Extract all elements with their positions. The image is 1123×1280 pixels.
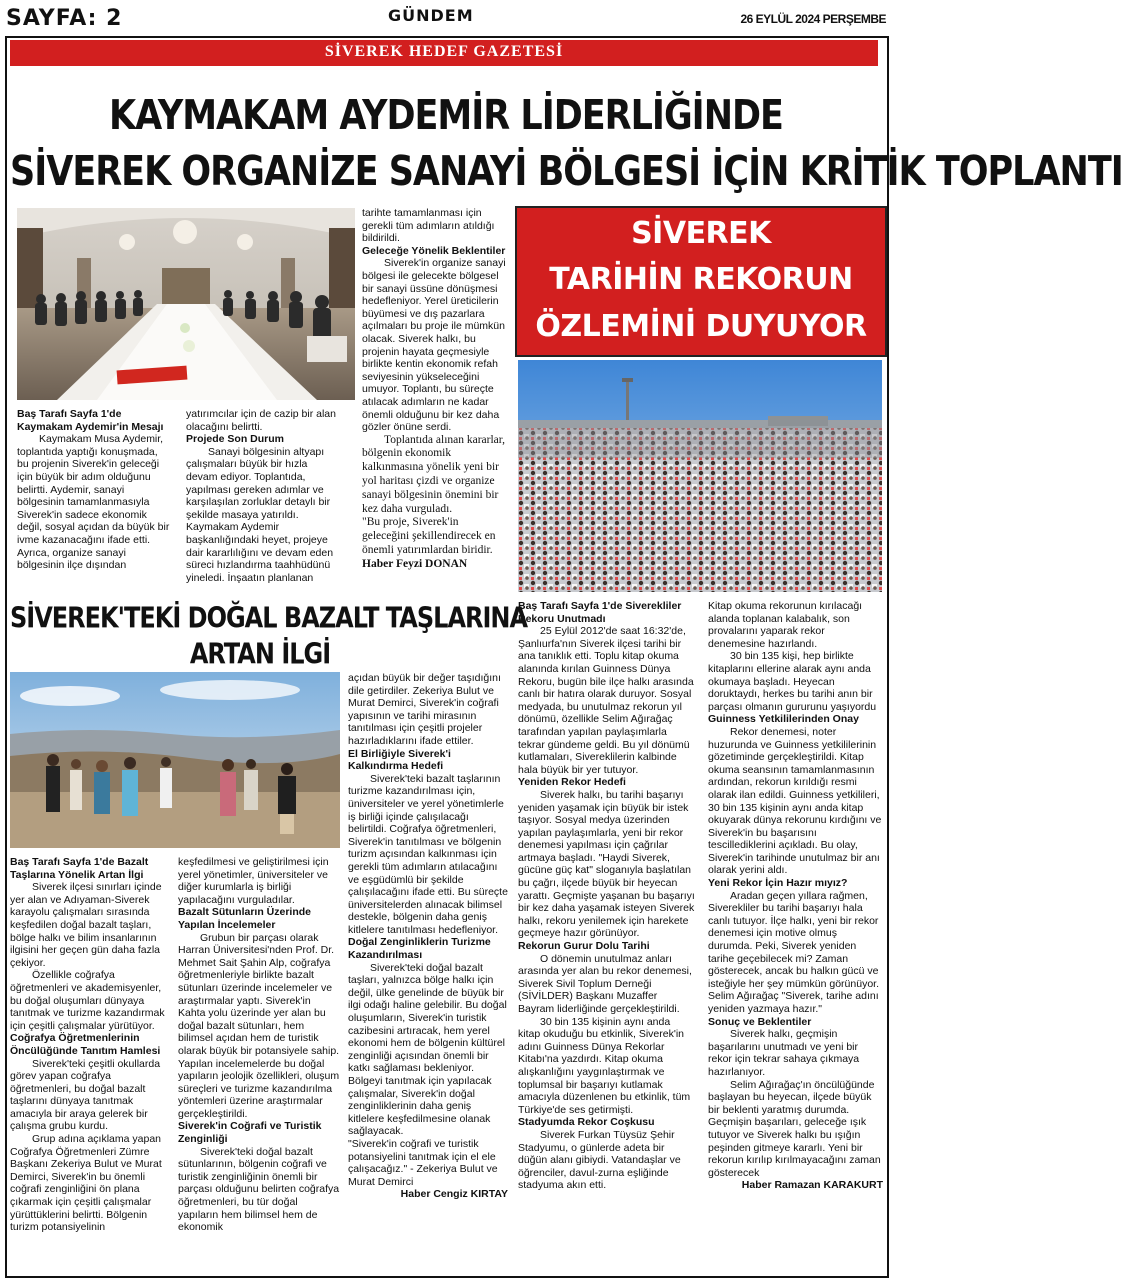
article3-headline-line3: ÖZLEMİNİ DUYUYOR: [535, 309, 867, 344]
paragraph: tarihte tamamlanması için gerekli tüm adımların atıldığı bildirildi.: [362, 207, 495, 245]
article2-column-right-top: [348, 672, 508, 1272]
page-number: SAYFA: 2: [6, 6, 123, 31]
page-header: [0, 0, 892, 34]
subheading: Siverek'in Coğrafi ve Turistik Zenginliği: [178, 1120, 322, 1146]
paragraph: Selim Ağırağaç "Siverek, tarihe adını yeniden yazmaya hazır.": [708, 990, 879, 1015]
paragraph: Kaymakam Musa Aydemir, toplantıda yaptığı konuşmada, bu projenin Siverek'in geleceği için büyük bir adım olduğunu belirtti. Aydemir, sanayi bölgesinin tamamlanmasıyla Siverek'in sadece ekonomik değil, sosyal açıdan da büyük bir ivme kazanacağını ifade etti. Ayrıca, organize sanayi bölgesinin ilçe dışından: [17, 433, 170, 572]
paragraph: yatırımcılar için de cazip bir alan olacağını belirtti.: [186, 408, 336, 433]
meeting-photo: [17, 208, 355, 400]
article2-column-2: [178, 856, 340, 1272]
subheading: Baş Tarafı Sayfa 1'de Kaymakam Aydemir'in Mesajı: [17, 408, 164, 433]
byline: Haber Ramazan KARAKURT: [741, 1179, 883, 1192]
article3-headline-line1: SİVEREK: [631, 216, 771, 251]
subheading: Bazalt Sütunların Üzerinde Yapılan İncelemeler: [178, 906, 312, 931]
article1-headline-line1: KAYMAKAM AYDEMİR LİDERLİĞİNDE: [109, 92, 783, 140]
paragraph: Siverek ilçesi sınırları içinde yer alan ve Adıyaman-Siverek karayolu çalışmaları sırasında keşfedilen doğal bazalt taşları, bölge halkı ve bilim insanlarının ilgisini her geçen gün daha fazla çekiyor.: [10, 881, 162, 969]
paragraph: Toplantıda alınan kararlar, bölgenin ekonomik kalkınmasına yönelik yeni bir yol haritası çizdi ve organize sanayi bölgesinin önemini bir kez daha vurguladı.: [362, 433, 506, 515]
paragraph: Siverek'in organize sanayi bölgesi ile gelecekte bölgesel bir sanayi üssüne dönüşmesi hedefleniyor. Yerel üreticilerin büyümesi ve dış pazarlara açılmaları bu proje ile mümkün olacak. Siverek halkı, bu projenin hayata geçmesiyle birlikte kentin ekonomik refah seviyesinin yükseleceğini umuyor. Toplantı, bu süreçte atılacak adımların ne kadar önemli olduğunu bir kez daha gözler önüne serdi.: [362, 257, 506, 434]
paragraph: Siverek Furkan Tüysüz Şehir Stadyumu, o günlerde adeta bir düğün alanı gibiydi. Vatandaşlar ve öğrenciler, davul-zurna eşliğinde stadyuma akın etti.: [518, 1128, 681, 1192]
paragraph: 25 Eylül 2012'de saat 16:32'de, Şanlıurfa'nın Siverek ilçesi tarihi bir ana tanıklık etti. Toplu kitap okuma alanında kırılan Guinness Dünya Rekoru, bugün bile ilçe halkı arasında canlı bir hatıra olarak duruyor. Sosyal medyada, bu unutulmaz rekorun yıl dönümü, özellikle Selim Ağırağaç tarafından yapılan paylaşımlarla tekrar gündeme geldi. Bu yıl dönümü kutlamaları, Sivereklilerin kalbinde hala büyük bir yer tutuyor.: [518, 625, 694, 776]
subheading: Projede Son Durum: [186, 433, 285, 446]
article2-headline-line2: ARTAN İLGİ: [189, 637, 331, 671]
subheading: Sonuç ve Beklentiler: [708, 1015, 812, 1028]
paragraph: O dönemin unutulmaz anları arasında yer alan bu rekor denemesi, Siverek Sivil Toplum Derneği (SİVİLDER) Başkanı Muzaffer Bayram liderliğinde gerçekleştirildi.: [518, 952, 692, 1015]
article2-headline-line1: SİVEREK'TEKİ DOĞAL BAZALT TAŞLARINA: [10, 601, 528, 635]
article1-column-3: [362, 207, 508, 597]
paragraph: Rekor denemesi, noter huzurunda ve Guinness yetkililerinin gözetiminde gerçekleştirildi. Kitap okuma seansının tamamlanmasının ardından, rekorun kırıldığı resmi olarak ilan edildi. Guinness yetkilileri, 30 bin 135 kişinin aynı anda kitap okuyarak dünya rekorunu kırdığını ve Siverek'in bu başarısını tescillediklerini açıkladı. Bu olay, Siverek'in tarihinde unutulmaz bir anı olarak yerini aldı.: [708, 725, 882, 877]
newspaper-name: SİVEREK HEDEF GAZETESİ: [324, 43, 564, 60]
article3-headline-line2: TARİHİN REKORUN: [549, 262, 853, 297]
paragraph: Siverek halkı, geçmişin başarılarını unutmadı ve yeni bir rekor için tekrar sahaya çıkmaya hazırlanıyor.: [708, 1028, 860, 1078]
article3-headline-box: [515, 206, 887, 357]
article3-column-1: [518, 600, 695, 1272]
byline: Haber Cengiz KIRTAY: [400, 1188, 508, 1201]
article1-column-1: [17, 408, 172, 596]
paragraph: "Bu proje, Siverek'in geleceğini şekillendirecek en önemli yatırımlardan biridir.: [362, 516, 496, 557]
subheading: Doğal Zenginliklerin Turizme Kazandırılması: [348, 936, 491, 962]
paragraph: Siverek halkı, bu tarihi başarıyı yeniden yaşamak için büyük bir istek taşıyor. Sosyal medya üzerinden yapılan paylaşımlarla, yeni bir rekor denemesi yapılması için çağrılar artmaya başladı. "Haydi Siverek, gücüne güç kat" sloganıyla başlatılan bu çağrı, ilçede büyük bir heyecan yarattı. Geçmişte yaşanan bu başarıyı bir kez daha yaşamak isteyen Siverek halkı, rekoru yenilemek için harekete geçmeye hazır görünüyor.: [518, 788, 695, 940]
subheading: Coğrafya Öğretmenlerinin Öncülüğünde Tanıtım Hamlesi: [10, 1032, 161, 1057]
paragraph: keşfedilmesi ve geliştirilmesi için yerel yönetimler, üniversiteler ve diğer kurumlarla iş birliği yapılacağını vurguladılar.: [178, 856, 329, 906]
paragraph: 30 bin 135 kişi, hep birlikte kitaplarını ellerine alarak aynı anda okumaya başladı. Heyecan doruktaydı, herkes bu tarihi anın bir parçası olmanın gururunu yaşıyordu: [708, 650, 877, 713]
article3-column-2: [708, 600, 883, 1272]
paragraph: Kitap okuma rekorunun kırılacağı alanda toplanan kalabalık, son provalarını yaparak rekor denemesine hazırlandı.: [708, 600, 863, 650]
subheading: Rekorun Gurur Dolu Tarihi: [518, 940, 650, 953]
paragraph: "Siverek'in coğrafi ve turistik potansiyelini tanıtmak için el ele çalışacağız." - Zekeriya Bulut ve Murat Demirci: [348, 1137, 498, 1188]
newspaper-banner: [10, 40, 878, 66]
paragraph: Siverek'teki bazalt taşlarının turizme kazandırılması için, üniversiteler ve yerel yönetimlerle iş birliği içinde çalışılacağı belirtildi. Coğrafya öğretmenleri, Siverek'in tanıtılması ve bölgenin turizm açısından kalkınması için gerekli tüm adımların atılacağını ve eşgüdümlü bir şekilde çalışılacağını ifade etti. Bu süreçte üniversitelerden alınacak bilimsel destekle, bölgenin daha geniş kitlelere tanıtılması hedefleniyor.: [348, 772, 508, 936]
paragraph: Selim Ağırağaç'ın öncülüğünde başlayan bu heyecan, ilçede büyük bir beklenti yaratmış durumda. Geçmişin başarıları, geleceğe ışık tutuyor ve Siverek halkı bu ışığın peşinden gitmeye kararlı. Yeni bir rekorun kırılıp kırılmayacağını zaman gösterecek: [708, 1078, 881, 1179]
article1-headline-line2: SİVEREK ORGANİZE SANAYİ BÖLGESİ İÇİN KRİTİK TOPLANTI: [10, 148, 1123, 196]
paragraph: Grubun bir parçası olarak Harran Üniversitesi'nden Prof. Dr. Mehmet Sait Şahin Alp, coğrafya öğretmenleriyle birlikte bazalt sütunları üzerinde incelemeler ve araştırmalar yaptı. Siverek'in Kahta yolu üzerinde yer alan bu doğal bazalt sütunları, hem bilimsel açıdan hem de turistik olarak büyük bir potansiyele sahip. Yapılan incelemelerde bu doğal yapıların jeolojik özellikleri, oluşum süreçleri ve turizme kazandırılma yöntemleri üzerine araştırmalar gerçekleştirildi.: [178, 931, 340, 1120]
article1-column-2: [186, 408, 341, 596]
article2-column-1: [10, 856, 168, 1272]
paragraph: Özellikle coğrafya öğretmenleri ve akademisyenler, bu doğal oluşumları dünyaya tanıtmak ve turizme kazandırmak için çeşitli çalışmalar yürütüyor.: [10, 969, 165, 1032]
paragraph: Siverek'teki çeşitli okullarda görev yapan coğrafya öğretmenleri, bu doğal bazalt taşlarını dünyaya tanıtmak amacıyla bir araya gelerek bir çalışma grubu kurdu.: [10, 1057, 161, 1133]
subheading: Baş Tarafı Sayfa 1'de Bazalt Taşlarına Yönelik Artan İlgi: [10, 856, 149, 881]
basalt-group-photo: [10, 672, 340, 848]
subheading: El Birliğiyle Siverek'i Kalkındırma Hedefi: [348, 747, 451, 773]
paragraph: Grup adına açıklama yapan Coğrafya Öğretmenleri Zümre Başkanı Zekeriya Bulut ve Murat Demirci, Siverek'in bu önemli coğrafi zenginliğini ön plana çıkarmak için çeşitli çalışmalar yürüttüklerini belirtti. Bölgenin turizm potansiyelinin: [10, 1133, 162, 1234]
subheading: Stadyumda Rekor Coşkusu: [518, 1116, 655, 1129]
stadium-crowd-photo: [518, 360, 882, 592]
paragraph: açıdan büyük bir değer taşıdığını dile getirdiler. Zekeriya Bulut ve Murat Demirci, Siverek'in coğrafi yapısının ve tarihi mirasının tanıtılması için çeşitli projeler hazırladıklarını ifade ettiler.: [348, 672, 501, 747]
paragraph: Siverek'teki doğal bazalt sütunlarının, bölgenin coğrafi ve turistik zenginliğinin önemli bir parçası olduğunu belirten coğrafya öğretmenleri, bu tür doğal yapıların hem bilimsel hem de ekonomik: [178, 1145, 340, 1234]
section-title: GÜNDEM: [388, 6, 474, 25]
paragraph: Siverek'teki doğal bazalt taşları, yalnızca bölge halkı için değil, ülke genelinde de büyük bir ilgi odağı haline gelebilir. Bu doğal oluşumların, Siverek'in turistik cazibesini artıracak, hem yerel ekonomi hem de bölgenin kültürel zenginliği açısından önemli bir katkı sağlaması bekleniyor. Bölgeyi tanıtmak için yapılacak çalışmalar, Siverek'in doğal zenginliklerinin daha geniş kitlelere keşfedilmesine olanak sağlayacak.: [348, 961, 507, 1138]
byline: Haber Feyzi DONAN: [362, 557, 468, 570]
issue-date: 26 EYLÜL 2024 PERŞEMBE: [740, 12, 886, 26]
paragraph: 30 bin 135 kişinin aynı anda kitap okuduğu bu etkinlik, Siverek'in adını Guinness Dünya Rekorlar Kitabı'na yazdırdı. Kitap okuma alışkanlığını yaygınlaştırmak ve toplumsal bir başarıyı kutlamak amacıyla düzenlenen bu etkinlik, tüm Türkiye'de ses getirmişti.: [518, 1015, 691, 1116]
subheading: Baş Tarafı Sayfa 1'de Siverekliler Rekoru Unutmadı: [518, 600, 682, 625]
subheading: Yeni Rekor İçin Hazır mıyız?: [708, 877, 848, 890]
paragraph: Sanayi bölgesinin altyapı çalışmaları büyük bir hızla devam ediyor. Toplantıda, yapılması gereken adımlar ve karşılaşılan zorluklar detaylı bir şekilde masaya yatırıldı. Kaymakam Aydemir başkanlığındaki heyet, projeye dair kararlılığını ve devam eden süreci hızlandırma taahhüdünü yineledi. İnşaatın planlanan: [186, 445, 334, 584]
subheading: Guinness Yetkililerinden Onay: [708, 713, 859, 726]
paragraph: Aradan geçen yıllara rağmen, Siverekliler bu tarihi başarıyı hala canlı tutuyor. İlçe halkı, yeni bir rekor denemesi için motive olmuş durumda. Peki, Siverek yeniden tarihe geçebilecek mi? Zaman gösterecek, ancak bu halkın gücü ve isteğiyle her şey mümkün görünüyor.: [708, 889, 879, 990]
subheading: Yeniden Rekor Hedefi: [518, 776, 626, 789]
subheading: Geleceğe Yönelik Beklentiler: [362, 244, 506, 257]
